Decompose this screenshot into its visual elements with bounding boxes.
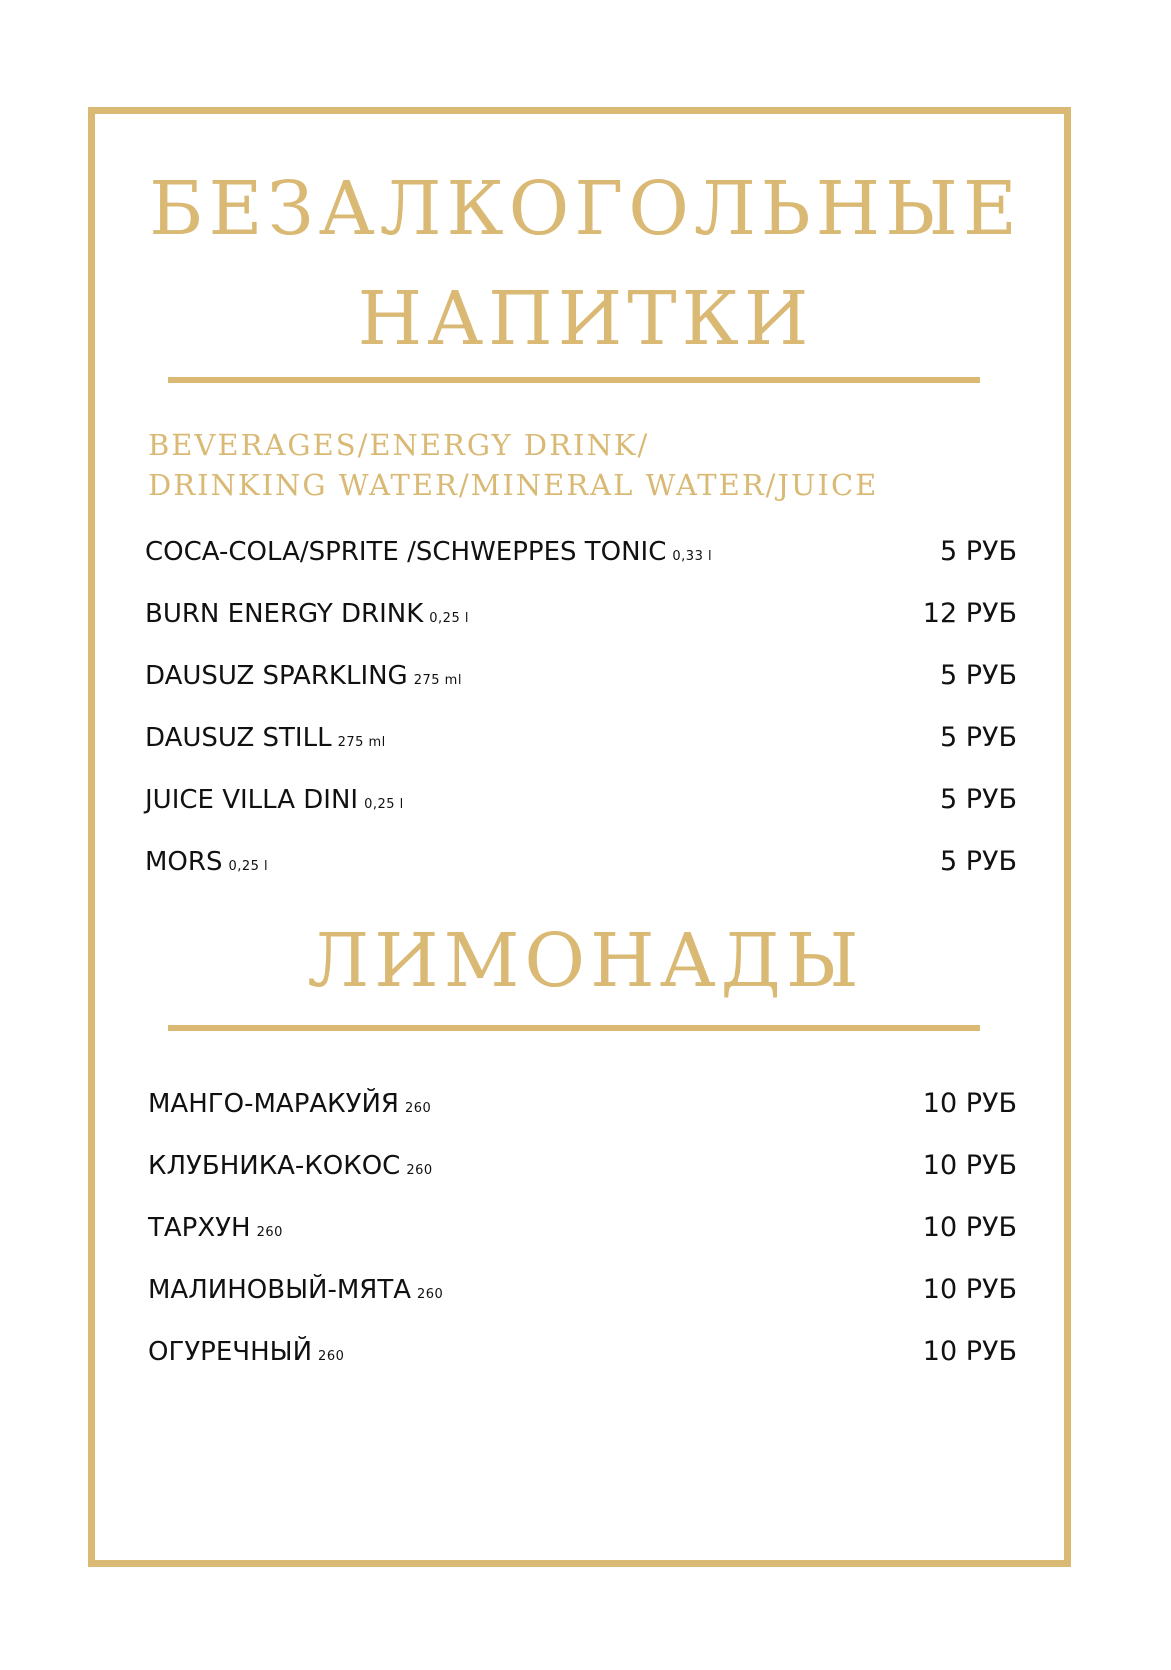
item-name: DAUSUZ STILL: [145, 723, 332, 753]
item-volume: 260: [404, 1101, 432, 1116]
menu-item: [148, 1206, 1017, 1250]
item-name: COCA-COLA/SPRITE /SCHWEPPES TONIC: [145, 537, 667, 567]
menu-item: [145, 530, 1017, 574]
item-name: ТАРХУН: [148, 1213, 251, 1243]
item-price: 10 РУБ: [922, 1336, 1017, 1367]
item-volume: 260: [256, 1225, 283, 1240]
item-name: КЛУБНИКА-КОКОС: [148, 1151, 401, 1181]
title-divider: [168, 377, 980, 383]
menu-item: [148, 1268, 1017, 1312]
item-price: 5 РУБ: [939, 660, 1017, 691]
item-name: DAUSUZ SPARKLING: [145, 661, 408, 691]
item-volume: 0,33 l: [672, 549, 713, 564]
item-volume: 260: [318, 1349, 345, 1364]
item-volume: 0,25 l: [364, 797, 404, 812]
item-volume: 275 ml: [413, 673, 462, 688]
item-price: 10 РУБ: [922, 1212, 1017, 1243]
section-subtitle-line2: DRINKING WATER/MINERAL WATER/JUICE: [148, 468, 879, 502]
menu-item: [145, 840, 1017, 884]
item-volume: 0,25 l: [228, 859, 269, 874]
item-name: BURN ENERGY DRINK: [145, 599, 424, 629]
item-volume: 0,25 l: [429, 611, 469, 626]
section-subtitle-line1: BEVERAGES/ENERGY DRINK/: [148, 428, 650, 462]
item-price: 12 РУБ: [922, 598, 1017, 629]
menu-item: [148, 1082, 1017, 1126]
item-name: JUICE VILLA DINI: [145, 785, 359, 815]
item-price: 10 РУБ: [922, 1150, 1017, 1181]
menu-item: [145, 778, 1017, 822]
menu-item: [145, 716, 1017, 760]
item-price: 10 РУБ: [922, 1088, 1017, 1119]
menu-item: [145, 654, 1017, 698]
item-name: МАЛИНОВЫЙ-МЯТА: [148, 1275, 412, 1305]
item-price: 10 РУБ: [922, 1274, 1017, 1305]
lemonades-title: ЛИМОНАДЫ: [307, 918, 864, 1004]
item-price: 5 РУБ: [939, 536, 1017, 567]
item-volume: 275 ml: [337, 735, 386, 750]
menu-title-line1: БЕЗАЛКОГОЛЬНЫЕ: [149, 166, 1022, 252]
item-price: 5 РУБ: [939, 784, 1017, 815]
lemonades-divider: [168, 1025, 980, 1031]
menu-item: [148, 1144, 1017, 1188]
item-price: 5 РУБ: [939, 846, 1017, 877]
item-price: 5 РУБ: [939, 722, 1017, 753]
item-name: МАНГО-МАРАКУЙЯ: [148, 1089, 399, 1119]
menu-title-line2: НАПИТКИ: [357, 276, 814, 362]
item-name: ОГУРЕЧНЫЙ: [148, 1337, 313, 1367]
item-volume: 260: [417, 1287, 444, 1302]
item-name: MORS: [145, 847, 223, 877]
item-volume: 260: [406, 1163, 433, 1178]
menu-item: [145, 592, 1017, 636]
menu-item: [148, 1330, 1017, 1374]
